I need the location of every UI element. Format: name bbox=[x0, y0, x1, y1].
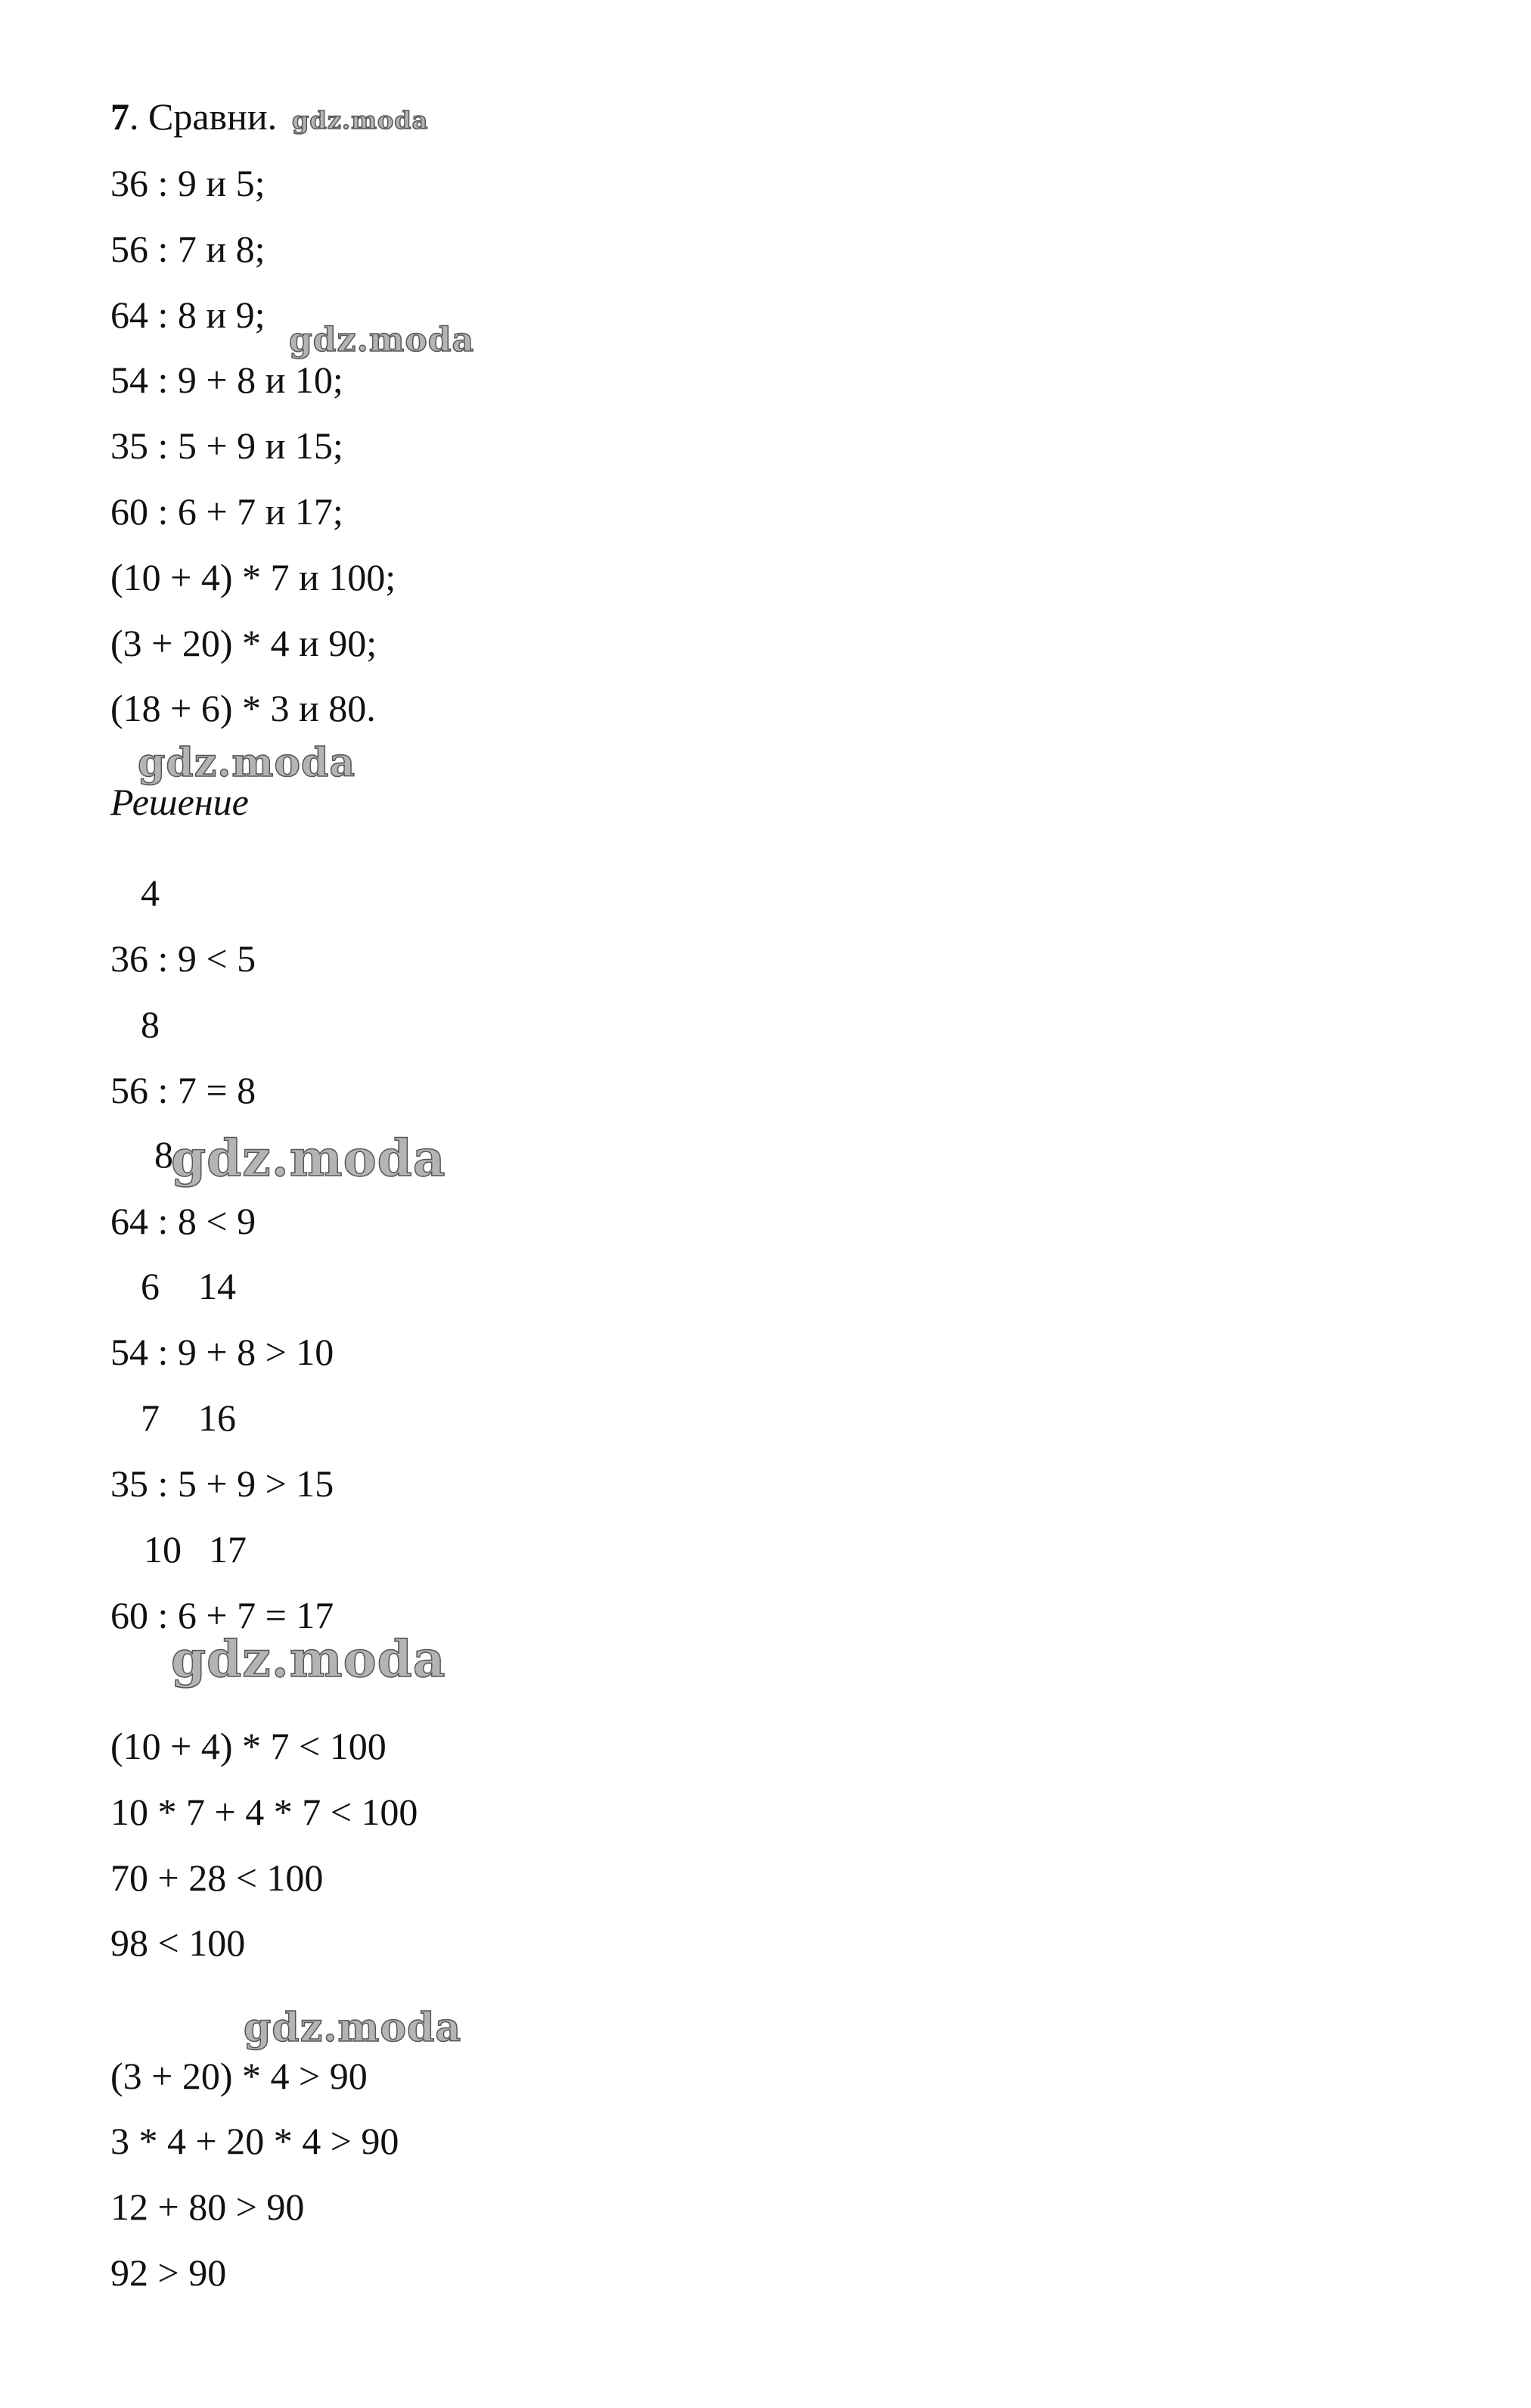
watermark: gdz.moda bbox=[289, 321, 475, 359]
solution-line: 56 : 7 = 8 bbox=[110, 1069, 256, 1111]
hint-value: 6 bbox=[141, 1265, 160, 1307]
task-item: 64 : 8 и 9; bbox=[110, 294, 266, 336]
solution-line: 3 * 4 + 20 * 4 > 90 bbox=[110, 2120, 399, 2162]
task-item: 54 : 9 + 8 и 10; bbox=[110, 359, 343, 401]
hint-value: 7 bbox=[141, 1397, 160, 1439]
task-item: (3 + 20) * 4 и 90; bbox=[110, 622, 377, 664]
solution-line: (3 + 20) * 4 > 90 bbox=[110, 2055, 368, 2097]
solution-line: 70 + 28 < 100 bbox=[110, 1856, 324, 1899]
hint-value: 4 bbox=[141, 872, 160, 914]
watermark: gdz.moda bbox=[138, 740, 356, 786]
solution-line: 35 : 5 + 9 > 15 bbox=[110, 1462, 334, 1505]
solution-line: 64 : 8 < 9 bbox=[110, 1200, 256, 1242]
solution-line: 54 : 9 + 8 > 10 bbox=[110, 1331, 334, 1373]
task-item: 36 : 9 и 5; bbox=[110, 162, 266, 204]
task-item: (18 + 6) * 3 и 80. bbox=[110, 687, 376, 729]
hint-value: 10 bbox=[144, 1528, 182, 1571]
watermark: gdz.moda bbox=[171, 1630, 446, 1689]
solution-line: 98 < 100 bbox=[110, 1922, 246, 1964]
task-item: 56 : 7 и 8; bbox=[110, 228, 266, 270]
solution-line: 10 * 7 + 4 * 7 < 100 bbox=[110, 1791, 418, 1833]
hint-value: 8 bbox=[154, 1133, 173, 1176]
task-item: (10 + 4) * 7 и 100; bbox=[110, 556, 396, 598]
solution-line: 12 + 80 > 90 bbox=[110, 2186, 305, 2228]
watermark: gdz.moda bbox=[244, 2005, 462, 2051]
task-heading bbox=[110, 94, 277, 139]
hint-value: 14 bbox=[198, 1265, 236, 1307]
watermark: gdz.moda bbox=[292, 106, 429, 135]
solution-line: 60 : 6 + 7 = 17 bbox=[110, 1594, 334, 1636]
task-number: 7 bbox=[110, 95, 129, 138]
hint-value: 17 bbox=[209, 1528, 247, 1571]
task-item: 60 : 6 + 7 и 17; bbox=[110, 490, 343, 533]
hint-value: 8 bbox=[141, 1003, 160, 1046]
solution-line: 92 > 90 bbox=[110, 2251, 227, 2294]
solution-label: Решение bbox=[110, 781, 249, 823]
hint-value: 16 bbox=[198, 1397, 236, 1439]
task-title: . Сравни. bbox=[129, 95, 278, 138]
solution-line: 36 : 9 < 5 bbox=[110, 937, 256, 980]
solution-line: (10 + 4) * 7 < 100 bbox=[110, 1725, 387, 1767]
task-item: 35 : 5 + 9 и 15; bbox=[110, 424, 343, 467]
watermark: gdz.moda bbox=[171, 1129, 446, 1188]
